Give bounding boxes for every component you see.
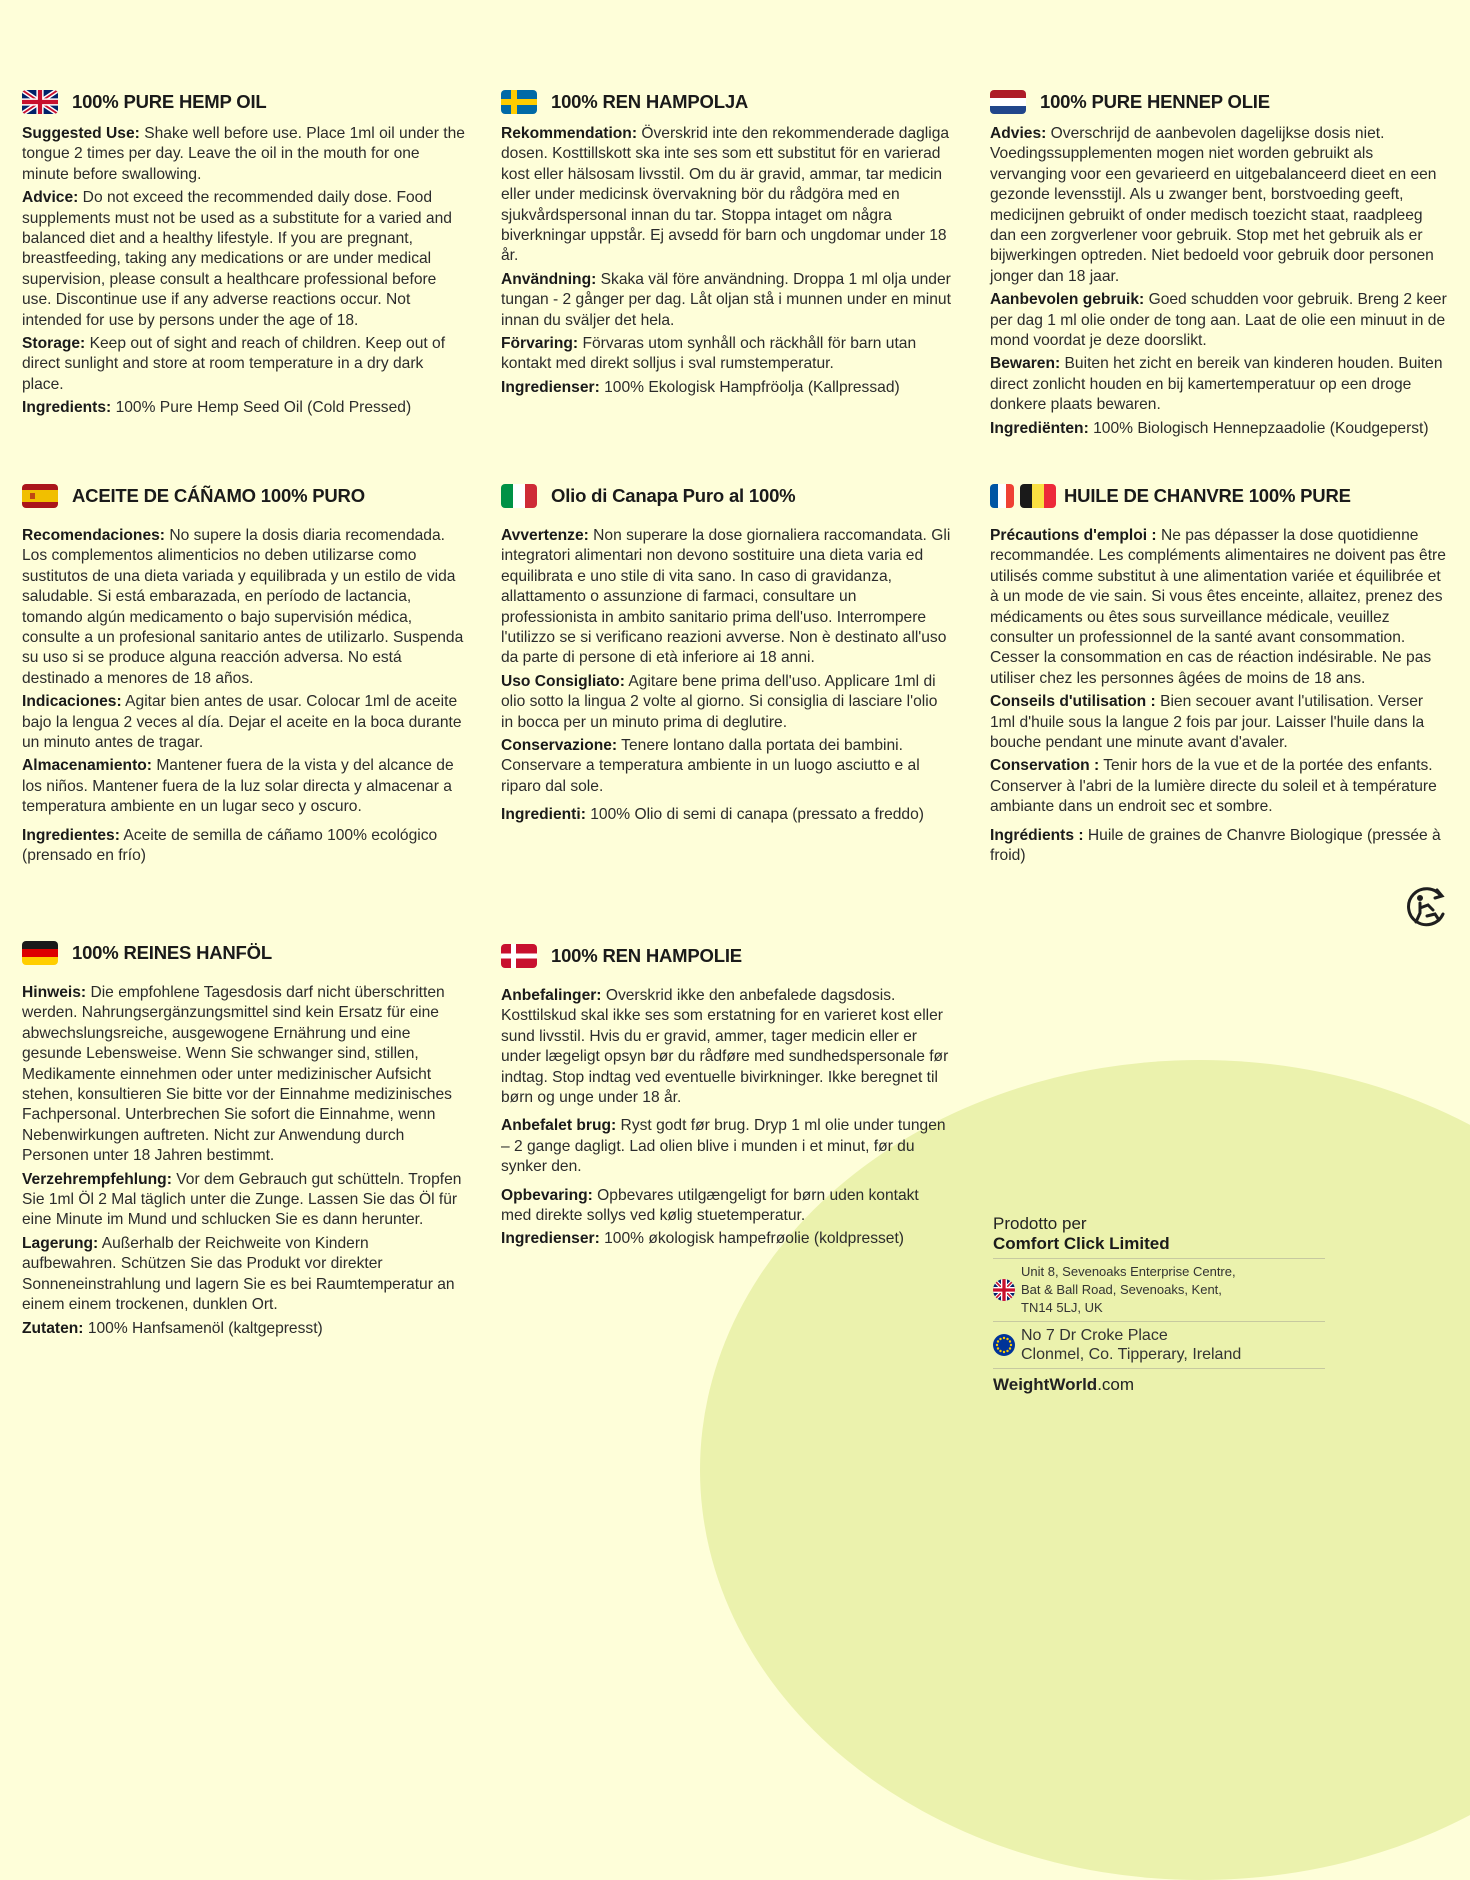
section-body bbox=[22, 983, 467, 1339]
ingredients-paragraph: Ingrediënten: 100% Biologisch Hennepzaadolie (Koudgeperst) bbox=[990, 419, 1429, 437]
ingredients-paragraph: Zutaten: 100% Hanfsamenöl (kaltgepresst) bbox=[22, 1319, 323, 1337]
ingredients-paragraph: Ingredienser: 100% Ekologisk Hampfröolja (Kallpressad) bbox=[501, 378, 900, 396]
section-header bbox=[501, 88, 953, 116]
section-header bbox=[22, 939, 467, 967]
ie-address: No 7 Dr Croke Place Clonmel, Co. Tipperary, Ireland bbox=[1021, 1327, 1242, 1363]
section-title: Olio di Canapa Puro al 100% bbox=[551, 485, 796, 506]
made-by-label: Prodotto per bbox=[993, 1214, 1087, 1233]
section-body bbox=[990, 526, 1452, 867]
section-header bbox=[22, 88, 467, 116]
manufacturer-block bbox=[993, 1214, 1325, 1395]
usage-paragraph: Uso Consigliato: Agitare bene prima dell'uso. Applicare 1ml di olio sotto la lingua 2 volte al giorno. Si consiglia di lasciare l'olio in bocca per un minuto prima di deglutire. bbox=[501, 672, 938, 731]
uk-flag-icon bbox=[993, 1279, 1015, 1301]
italy-flag-icon bbox=[501, 484, 537, 508]
section-body bbox=[22, 526, 467, 867]
storage-paragraph: Storage: Keep out of sight and reach of children. Keep out of direct sunlight and store at room temperature in a dry dark place. bbox=[22, 335, 446, 393]
company-name: Comfort Click Limited bbox=[993, 1234, 1170, 1253]
suggested-use-paragraph: Suggested Use: Shake well before use. Place 1ml oil under the tongue 2 times per day. Leave the oil in the mouth for one minute before swallowing. bbox=[22, 125, 465, 183]
france-flag-icon bbox=[990, 484, 1014, 508]
spain-flag-icon bbox=[22, 484, 58, 508]
section-header bbox=[990, 88, 1452, 116]
section-body bbox=[501, 526, 953, 826]
storage-paragraph: Almacenamiento: Mantener fuera de la vista y del alcance de los niños. Mantener fuera de la luz solar directa y almacenar a temperatura ambiente en un lugar seco y oscuro. bbox=[22, 757, 454, 816]
section-french bbox=[990, 482, 1452, 870]
section-title: ACEITE DE CÁÑAMO 100% PURO bbox=[72, 485, 365, 506]
ingredients-paragraph: Ingredienser: 100% økologisk hampefrøolie (koldpresset) bbox=[501, 1230, 905, 1248]
uk-address: Unit 8, Sevenoaks Enterprise Centre, Bat & Ball Road, Sevenoaks, Kent, TN14 5LJ, UK bbox=[1021, 1264, 1236, 1315]
section-header bbox=[22, 482, 467, 510]
section-body bbox=[990, 124, 1452, 439]
section-german bbox=[22, 939, 467, 1342]
ingredients-paragraph: Ingrédients : Huile de graines de Chanvre Biologique (pressée à froid) bbox=[990, 826, 1441, 865]
precautions-paragraph: Précautions d'emploi : Ne pas dépasser la dose quotidienne recommandée. Les compléments alimentaires ne doivent pas être utilisés comme substitut à une alimentation variée et équilibrée et à un mode de vie sain. Si vous êtes enceinte, allaitez, prenez des médicaments ou êtes sous surveillance médicale, veuillez consulter un professionnel de la santé avant consommation. Cesser la consommation en cas de réaction indésirable. Ne pas utiliser chez les personnes âgées de moins de 18 ans. bbox=[990, 527, 1446, 687]
section-italian bbox=[501, 482, 953, 829]
section-english bbox=[22, 88, 467, 422]
uk-address-row bbox=[993, 1258, 1325, 1321]
ie-address-row bbox=[993, 1321, 1325, 1368]
section-title: 100% PURE HEMP OIL bbox=[72, 91, 267, 112]
storage-paragraph: Lagerung: Außerhalb der Reichweite von Kindern aufbewahren. Schützen Sie das Produkt vor direkter Sonneneinstrahlung und lagern Sie es bei Raumtemperatur an einem einem trockenen, dunklen Ort. bbox=[22, 1234, 455, 1314]
section-header bbox=[501, 942, 953, 970]
section-title: 100% REINES HANFÖL bbox=[72, 942, 272, 963]
section-title: HUILE DE CHANVRE 100% PURE bbox=[1064, 485, 1351, 506]
germany-flag-icon bbox=[22, 941, 58, 965]
warnings-paragraph: Avvertenze: Non superare la dose giornaliera raccomandata. Gli integratori alimentari non devono sostituire una dieta varia ed equilibrata e uno stile di vita sano. In caso di gravidanza, allattamento o assunzione di farmaci, consultare un professionista in ambito sanitario prima dell'uso. Interrompere l'utilizzo se si verificano reazioni avverse. Non è destinato all'uso da parte di persone di età inferiore ai 18 anni. bbox=[501, 527, 951, 667]
advice-paragraph: Advice: Do not exceed the recommended daily dose. Food supplements must not be used as a substitute for a varied and balanced diet and a healthy lifestyle. If you are pregnant, breastfeeding, taking any medications or are under medical supervision, please consult a healthcare professional before use. Discontinue use if any adverse reactions occur. Not intended for use by persons under the age of 18. bbox=[22, 189, 452, 329]
storage-paragraph: Bewaren: Buiten het zicht en bereik van kinderen houden. Buiten direct zonlicht houden en bij kamertemperatuur op een droge donkere plaats bewaren. bbox=[990, 355, 1443, 414]
belgium-flag-icon bbox=[1020, 484, 1056, 508]
recommendations-paragraph: Recomendaciones: No supere la dosis diaria recomendada. Los complementos alimenticios no deben utilizarse como sustitutos de una dieta variada y equilibrada y un estilo de vida saludable. Si está embarazada, en período de lactancia, tomando algún medicamento o bajo supervisión médica, consulte a un profesional sanitario antes de utilizarlo. Suspenda su uso si se produce alguna reacción adversa. No está destinado a menores de 18 años. bbox=[22, 527, 464, 687]
indications-paragraph: Indicaciones: Agitar bien antes de usar. Colocar 1ml de aceite bajo la lengua 2 veces al día. Dejar el aceite en la boca durante un minuto antes de tragar. bbox=[22, 693, 462, 752]
usage-paragraph: Verzehrempfehlung: Vor dem Gebrauch gut schütteln. Tropfen Sie 1ml Öl 2 Mal täglich unter die Zunge. Lassen Sie das Öl für eine Minute im Mund und schlucken Sie es dann herunter. bbox=[22, 1170, 462, 1229]
section-danish bbox=[501, 942, 953, 1253]
section-dutch bbox=[990, 88, 1452, 442]
sweden-flag-icon bbox=[501, 90, 537, 114]
storage-paragraph: Conservazione: Tenere lontano dalla portata dei bambini. Conservare a temperatura ambiente in un luogo asciutto e al riparo dal sole. bbox=[501, 737, 920, 795]
uk-flag-icon bbox=[22, 90, 58, 114]
ingredients-paragraph: Ingredients: 100% Pure Hemp Seed Oil (Cold Pressed) bbox=[22, 399, 412, 417]
section-title: 100% REN HAMPOLIE bbox=[551, 945, 742, 966]
usage-paragraph: Aanbevolen gebruik: Goed schudden voor gebruik. Breng 2 keer per dag 1 ml olie onder de tong aan. Laat de olie een minuut in de mond voordat je deze doorslikt. bbox=[990, 291, 1447, 350]
section-body bbox=[501, 986, 953, 1250]
usage-paragraph: Användning: Skaka väl före användning. Droppa 1 ml olja under tungan - 2 gånger per dag. Låt oljan stå i munnen under en minut innan du sväljer det hela. bbox=[501, 270, 951, 329]
advice-paragraph: Advies: Overschrijd de aanbevolen dagelijkse dosis niet. Voedingssupplementen mogen niet worden gebruikt als vervanging voor een gevarieerd en uitgebalanceerd dieet en een gezonde levensstijl. Als u zwanger bent, borstvoeding geeft, medicijnen gebruikt of onder medisch toezicht staat, raadpleeg dan een zorgverlener voor gebruik. Stop met het gebruik als er bijwerkingen optreden. Niet bedoeld voor gebruik door personen jonger dan 18 jaar. bbox=[990, 125, 1437, 285]
eu-flag-icon bbox=[993, 1334, 1015, 1356]
storage-paragraph: Förvaring: Förvaras utom synhåll och räckhåll för barn utan kontakt med direkt solljus i sval rumstemperatur. bbox=[501, 335, 917, 373]
section-body bbox=[501, 124, 953, 398]
ingredients-paragraph: Ingredienti: 100% Olio di semi di canapa (pressato a freddo) bbox=[501, 806, 924, 824]
section-spanish bbox=[22, 482, 467, 870]
denmark-flag-icon bbox=[501, 944, 537, 968]
section-title: 100% REN HAMPOLJA bbox=[551, 91, 749, 112]
storage-paragraph: Conservation : Tenir hors de la vue et de la portée des enfants. Conserver à l'abri de la lumière directe du soleil et à température ambiante dans un endroit sec et sombre. bbox=[990, 757, 1437, 816]
notice-paragraph: Hinweis: Die empfohlene Tagesdosis darf nicht überschritten werden. Nahrungsergänzungsmittel sind kein Ersatz für eine abwechslungsreiche, ausgewogene Ernährung und eine gesunde Lebensweise. Wenn Sie schwanger sind, stillen, Medikamente einnehmen oder unter medizinischer Aufsicht stehen, konsultieren Sie bitte vor der Einnahme medizinisches Fachpersonal. Unterbrechen Sie sofort die Einnahme, wenn Nebenwirkungen auftreten. Nicht zur Anwendung durch Personen unter 18 Jahren bestimmt. bbox=[22, 984, 452, 1165]
recommendations-paragraph: Anbefalinger: Overskrid ikke den anbefalede dagsdosis. Kosttilskud skal ikke ses som erstatning for en varieret kost eller sund livsstil. Hvis du er gravid, ammer, tager medicin eller er under lægeligt opsyn bør du rådføre med sundhedspersonale før indtag. Stop indtag ved eventuelle bivirkninger. Ikke beregnet til børn og unge under 18 år. bbox=[501, 987, 949, 1107]
recommendation-paragraph: Rekommendation: Överskrid inte den rekommenderade dagliga dosen. Kosttillskott ska inte ses som ett substitut för en varierad kost eller hälsosam livsstil. Om du är gravid, ammar, tar medicin eller under medicinsk övervakning bör du rådgöra med en sjukvårdspersonal innan du tar. Stoppa intaget om några biverkningar uppstår. Ej avsedd för barn och ungdomar under 18 år. bbox=[501, 125, 950, 265]
section-body bbox=[22, 124, 467, 419]
ingredients-paragraph: Ingredientes: Aceite de semilla de cáñamo 100% ecológico (prensado en frío) bbox=[22, 826, 438, 865]
section-title: 100% PURE HENNEP OLIE bbox=[1040, 91, 1270, 112]
usage-paragraph: Anbefalet brug: Ryst godt før brug. Dryp 1 ml olie under tungen – 2 gange dagligt. Lad olien blive i munden i et minut, før du synker den. bbox=[501, 1117, 946, 1176]
section-swedish bbox=[501, 88, 953, 401]
usage-paragraph: Conseils d'utilisation : Bien secouer avant l'utilisation. Verser 1ml d'huile sous la langue 2 fois par jour. Laisser l'huile dans la bouche pendant une minute avant d'avaler. bbox=[990, 693, 1425, 752]
website[interactable]: WeightWorld.com bbox=[993, 1368, 1325, 1395]
section-header bbox=[990, 482, 1452, 510]
triman-recycling-icon bbox=[1403, 884, 1449, 930]
netherlands-flag-icon bbox=[990, 90, 1026, 114]
storage-paragraph: Opbevaring: Opbevares utilgængeligt for børn uden kontakt med direkte sollys ved kølig stuetemperatur. bbox=[501, 1186, 919, 1225]
section-header bbox=[501, 482, 953, 510]
